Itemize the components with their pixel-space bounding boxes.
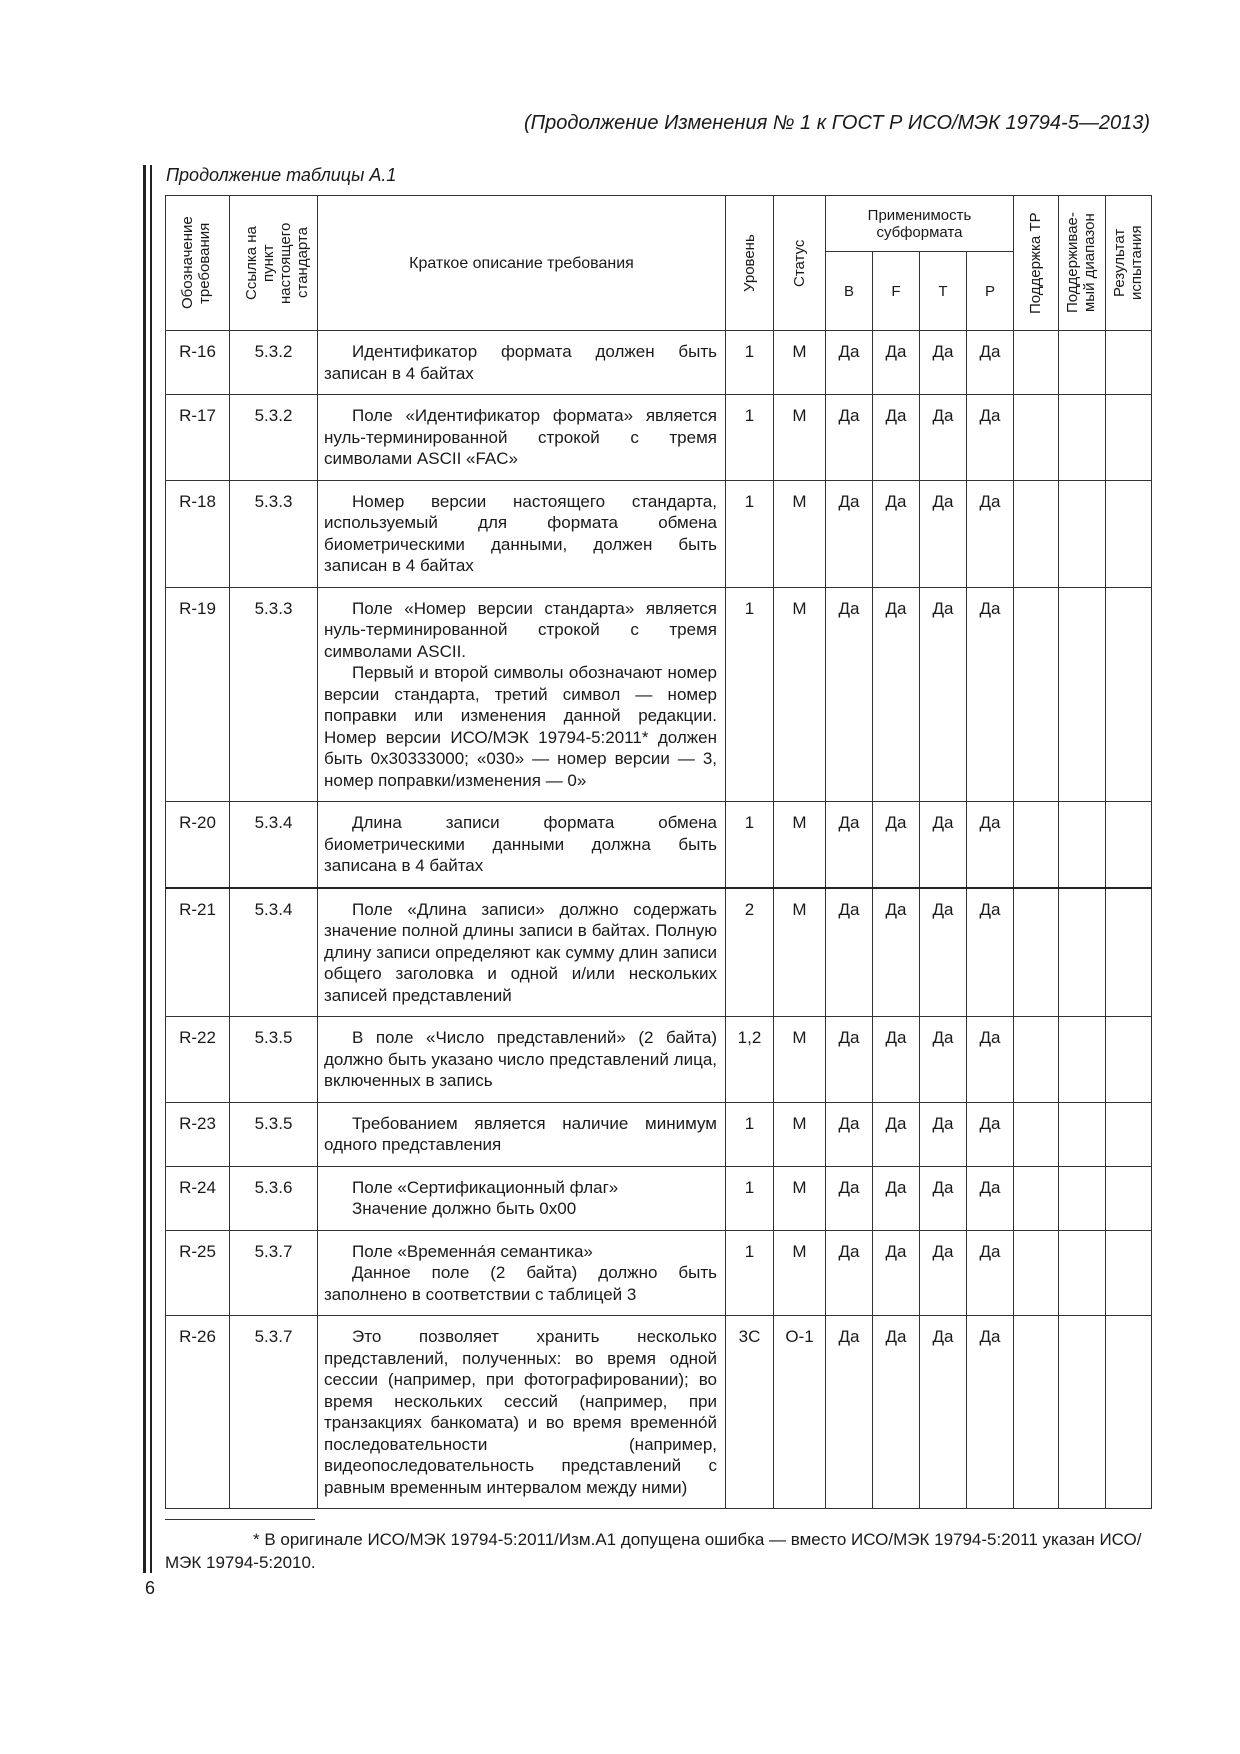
cell-status: М: [774, 888, 826, 1017]
footnote-rule: [165, 1519, 315, 1520]
cell-level: 3С: [726, 1316, 774, 1509]
cell-p: Да: [967, 331, 1014, 395]
cell-desc: [318, 1316, 726, 1509]
desc-paragraph: Данное поле (2 байта) должно быть заполнено в соответствии с таблицей 3: [324, 1263, 717, 1304]
cell-f: Да: [873, 587, 920, 802]
cell-id: R-25: [166, 1230, 230, 1316]
cell-f: Да: [873, 395, 920, 481]
cell-ref: 5.3.7: [230, 1230, 318, 1316]
cell-result: [1106, 1102, 1152, 1166]
cell-tp: [1014, 802, 1059, 888]
cell-desc: [318, 480, 726, 587]
cell-level: 1,2: [726, 1017, 774, 1103]
cell-tp: [1014, 1017, 1059, 1103]
table-row: [166, 331, 1152, 395]
cell-ref: 5.3.5: [230, 1102, 318, 1166]
cell-b: Да: [826, 587, 873, 802]
cell-tp: [1014, 395, 1059, 481]
cell-p: Да: [967, 1102, 1014, 1166]
cell-id: R-18: [166, 480, 230, 587]
cell-range: [1059, 331, 1106, 395]
cell-t: Да: [920, 331, 967, 395]
cell-f: Да: [873, 331, 920, 395]
cell-result: [1106, 888, 1152, 1017]
cell-result: [1106, 395, 1152, 481]
header-level: Уровень: [726, 196, 774, 331]
cell-status: М: [774, 1230, 826, 1316]
cell-b: Да: [826, 888, 873, 1017]
cell-desc: [318, 331, 726, 395]
page-number: 6: [145, 1578, 156, 1598]
cell-ref: 5.3.5: [230, 1017, 318, 1103]
cell-range: [1059, 1166, 1106, 1230]
cell-p: Да: [967, 888, 1014, 1017]
table-row: [166, 1102, 1152, 1166]
desc-paragraph: Поле «Длина записи» должно содержать значение полной длины записи в байтах. Полную длину записи определяют как сумму длин записи общего заголовка и одной и/или нескольких записей представлений: [324, 899, 717, 1005]
cell-p: Да: [967, 1316, 1014, 1509]
desc-paragraph: Поле «Номер версии стандарта» является нуль-терминированной строкой с тремя символами ASCII.: [324, 598, 717, 661]
cell-f: Да: [873, 802, 920, 888]
desc-paragraph: Требованием является наличие минимум одного представления: [324, 1113, 717, 1154]
cell-level: 1: [726, 331, 774, 395]
table-row: [166, 480, 1152, 587]
desc-paragraph: Длина записи формата обмена биометрическими данными должна быть записана в 4 байтах: [324, 813, 717, 875]
cell-status: М: [774, 331, 826, 395]
cell-range: [1059, 802, 1106, 888]
running-head: (Продолжение Изменения № 1 к ГОСТ Р ИСО/МЭК 19794-5—2013): [523, 112, 1150, 134]
cell-ref: 5.3.2: [230, 331, 318, 395]
cell-ref: 5.3.3: [230, 587, 318, 802]
header-tp: Поддержка ТР: [1014, 196, 1059, 331]
table-row: [166, 395, 1152, 481]
cell-level: 2: [726, 888, 774, 1017]
cell-t: Да: [920, 1316, 967, 1509]
cell-id: R-24: [166, 1166, 230, 1230]
cell-f: Да: [873, 1230, 920, 1316]
cell-id: R-26: [166, 1316, 230, 1509]
desc-paragraph: Поле «Сертификационный флаг»: [352, 1177, 619, 1197]
cell-desc: [318, 1230, 726, 1316]
cell-level: 1: [726, 1102, 774, 1166]
cell-result: [1106, 1166, 1152, 1230]
cell-id: R-23: [166, 1102, 230, 1166]
cell-b: Да: [826, 1230, 873, 1316]
cell-p: Да: [967, 1230, 1014, 1316]
cell-tp: [1014, 1230, 1059, 1316]
cell-t: Да: [920, 1230, 967, 1316]
cell-desc: [318, 1102, 726, 1166]
cell-p: Да: [967, 480, 1014, 587]
cell-range: [1059, 480, 1106, 587]
cell-id: R-17: [166, 395, 230, 481]
desc-paragraph: Номер версии настоящего стандарта, используемый для формата обмена биометрическими данными, должен быть записан в 4 байтах: [324, 491, 717, 575]
cell-f: Да: [873, 1316, 920, 1509]
table-row: [166, 1017, 1152, 1103]
cell-result: [1106, 1230, 1152, 1316]
header-desc: Краткое описание требования: [318, 196, 726, 331]
cell-t: Да: [920, 395, 967, 481]
table-row: [166, 587, 1152, 802]
header-result: Результат испытания: [1106, 196, 1152, 331]
cell-t: Да: [920, 1166, 967, 1230]
cell-level: 1: [726, 587, 774, 802]
cell-desc: [318, 1017, 726, 1103]
cell-result: [1106, 480, 1152, 587]
cell-t: Да: [920, 888, 967, 1017]
cell-id: R-16: [166, 331, 230, 395]
desc-paragraph: Поле «Идентификатор формата» является нуль-терминированной строкой с тремя символами ASCII «FAC»: [324, 406, 717, 468]
cell-status: М: [774, 1017, 826, 1103]
cell-desc: [318, 395, 726, 481]
header-f: F: [873, 252, 920, 331]
cell-p: Да: [967, 1166, 1014, 1230]
cell-p: Да: [967, 587, 1014, 802]
cell-result: [1106, 331, 1152, 395]
header-id: Обозначение требования: [166, 196, 230, 331]
header-b: B: [826, 252, 873, 331]
cell-b: Да: [826, 1166, 873, 1230]
cell-b: Да: [826, 395, 873, 481]
cell-p: Да: [967, 395, 1014, 481]
cell-tp: [1014, 888, 1059, 1017]
cell-range: [1059, 888, 1106, 1017]
cell-desc: [318, 1166, 726, 1230]
cell-range: [1059, 1230, 1106, 1316]
table-caption: Продолжение таблицы А.1: [166, 165, 397, 185]
cell-status: М: [774, 587, 826, 802]
header-ref: Ссылка на пункт настоящего стандарта: [230, 196, 318, 331]
cell-desc: [318, 888, 726, 1017]
cell-tp: [1014, 480, 1059, 587]
cell-t: Да: [920, 802, 967, 888]
cell-t: Да: [920, 1102, 967, 1166]
cell-b: Да: [826, 1017, 873, 1103]
cell-t: Да: [920, 587, 967, 802]
cell-ref: 5.3.4: [230, 888, 318, 1017]
table-row: [166, 1166, 1152, 1230]
cell-status: М: [774, 802, 826, 888]
cell-status: М: [774, 1102, 826, 1166]
table-header: [166, 196, 1152, 331]
cell-level: 1: [726, 395, 774, 481]
table-row: [166, 1230, 1152, 1316]
cell-result: [1106, 1017, 1152, 1103]
cell-b: Да: [826, 1316, 873, 1509]
cell-f: Да: [873, 1017, 920, 1103]
cell-range: [1059, 587, 1106, 802]
table-row: [166, 802, 1152, 888]
revision-margin-bars: [143, 165, 152, 1573]
desc-paragraph: Идентификатор формата должен быть записан в 4 байтах: [324, 342, 717, 383]
cell-tp: [1014, 1316, 1059, 1509]
cell-f: Да: [873, 1166, 920, 1230]
cell-range: [1059, 1102, 1106, 1166]
desc-paragraph: Поле «Временна́я семантика»: [352, 1241, 593, 1261]
requirements-table: [165, 195, 1152, 1509]
cell-status: М: [774, 1166, 826, 1230]
cell-desc: [318, 587, 726, 802]
cell-b: Да: [826, 802, 873, 888]
cell-range: [1059, 1316, 1106, 1509]
cell-p: Да: [967, 1017, 1014, 1103]
cell-tp: [1014, 1166, 1059, 1230]
header-p: P: [967, 252, 1014, 331]
cell-id: R-20: [166, 802, 230, 888]
cell-level: 1: [726, 802, 774, 888]
cell-id: R-19: [166, 587, 230, 802]
cell-status: М: [774, 395, 826, 481]
cell-id: R-21: [166, 888, 230, 1017]
desc-paragraph: Первый и второй символы обозначают номер версии стандарта, третий символ — номер поправки или изменения данной редакции. Номер версии ИСО/МЭК 19794-5:2011* должен быть 0x30333000; «030» — номер версии — 3, номер поправки/изменения — 0»: [324, 663, 717, 790]
cell-tp: [1014, 1102, 1059, 1166]
table-row: [166, 888, 1152, 1017]
cell-status: М: [774, 480, 826, 587]
cell-b: Да: [826, 1102, 873, 1166]
cell-tp: [1014, 331, 1059, 395]
table-row: [166, 1316, 1152, 1509]
cell-f: Да: [873, 480, 920, 587]
footnote: * В оригинале ИСО/МЭК 19794-5:2011/Изм.А1 допущена ошибка — вместо ИСО/МЭК 19794-5:2011 указан ИСО/МЭК 19794-5:2010.: [165, 1530, 1142, 1572]
cell-t: Да: [920, 480, 967, 587]
desc-paragraph: Это позволяет хранить несколько представлений, полученных: во время одной сессии (например, при фотографировании); во время нескольких сессий (например, при транзакциях банкомата) и во время временно́й последовательности (например, видеопоследовательность представлений с равным временным интервалом между ними): [324, 1327, 717, 1497]
cell-level: 1: [726, 1166, 774, 1230]
table-body: [166, 331, 1152, 1509]
desc-paragraph: В поле «Число представлений» (2 байта) должно быть указано число представлений лица, включенных в запись: [324, 1028, 717, 1090]
cell-tp: [1014, 587, 1059, 802]
cell-id: R-22: [166, 1017, 230, 1103]
cell-level: 1: [726, 1230, 774, 1316]
cell-ref: 5.3.3: [230, 480, 318, 587]
cell-ref: 5.3.7: [230, 1316, 318, 1509]
cell-ref: 5.3.6: [230, 1166, 318, 1230]
cell-range: [1059, 395, 1106, 481]
cell-status: О-1: [774, 1316, 826, 1509]
header-status: Статус: [774, 196, 826, 331]
header-range: Поддерживае-мый диапазон: [1059, 196, 1106, 331]
desc-paragraph: Значение должно быть 0x00: [352, 1199, 577, 1218]
cell-b: Да: [826, 480, 873, 587]
cell-p: Да: [967, 802, 1014, 888]
cell-t: Да: [920, 1017, 967, 1103]
cell-result: [1106, 1316, 1152, 1509]
cell-level: 1: [726, 480, 774, 587]
cell-ref: 5.3.2: [230, 395, 318, 481]
header-applicability: Применимость субформата: [826, 196, 1014, 252]
cell-result: [1106, 587, 1152, 802]
cell-result: [1106, 802, 1152, 888]
cell-b: Да: [826, 331, 873, 395]
cell-f: Да: [873, 1102, 920, 1166]
cell-desc: [318, 802, 726, 888]
cell-f: Да: [873, 888, 920, 1017]
header-t: T: [920, 252, 967, 331]
cell-ref: 5.3.4: [230, 802, 318, 888]
cell-range: [1059, 1017, 1106, 1103]
